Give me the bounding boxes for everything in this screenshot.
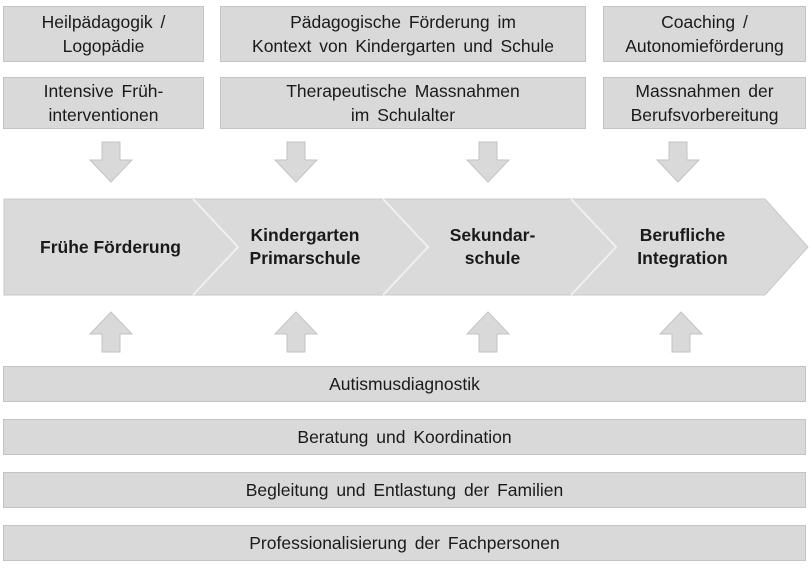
up-arrow-1 [90,312,132,352]
down-arrow-3 [467,142,509,182]
up-arrow-4 [660,312,702,352]
bar-autismusdiagnostik: Autismusdiagnostik [3,366,806,402]
top-box-heilpaedagogik: Heilpädagogik / Logopädie [3,6,204,62]
top-box-paedagogische-foerderung: Pädagogische Förderung im Kontext von Kindergarten und Schule [220,6,586,62]
bar-professionalisierung: Professionalisierung der Fachpersonen [3,525,806,561]
down-arrow-1 [90,142,132,182]
top-box-coaching: Coaching / Autonomieförderung [603,6,806,62]
stage-sekundarschule: Sekundar- schule [449,225,536,268]
down-arrow-2 [275,142,317,182]
bar-begleitung-familien: Begleitung und Entlastung der Familien [3,472,806,508]
box-intensive-fruehinterventionen: Intensive Früh- interventionen [3,77,204,129]
stage-berufliche-integration: Berufliche Integration [637,225,728,268]
bar-beratung-koordination: Beratung und Koordination [3,419,806,455]
stage-fruehe-foerderung: Frühe Förderung [40,236,181,257]
stage-kindergarten-primarschule: Kindergarten Primarschule [249,225,361,268]
box-therapeutische-massnahmen: Therapeutische Massnahmen im Schulalter [220,77,586,129]
up-arrow-2 [275,312,317,352]
down-arrow-4 [657,142,699,182]
box-berufsvorbereitung: Massnahmen der Berufsvorbereitung [603,77,806,129]
up-arrow-3 [467,312,509,352]
